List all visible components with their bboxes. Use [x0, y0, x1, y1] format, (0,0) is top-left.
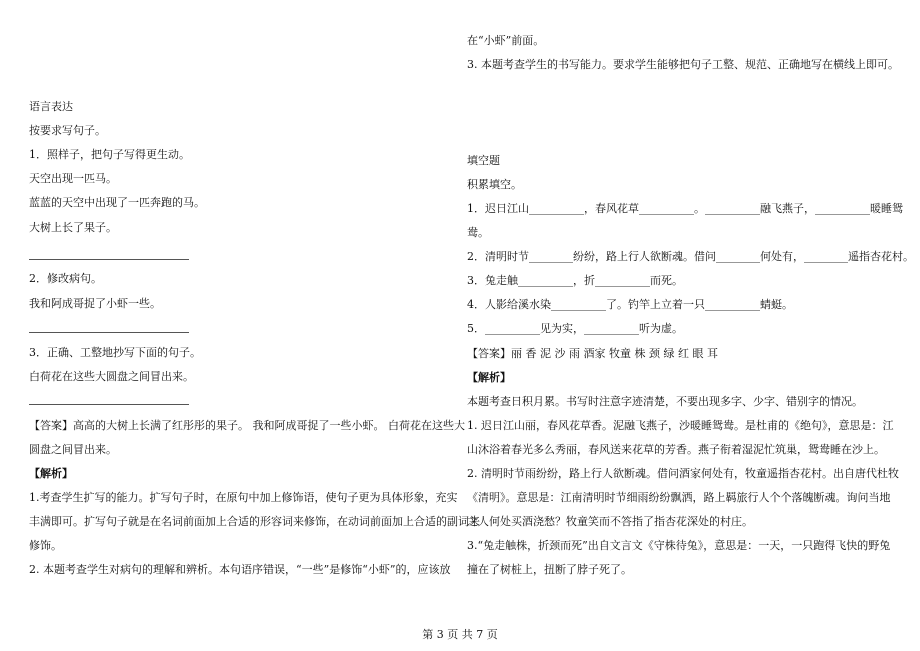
answer-line-1: 【答案】高高的大树上长满了红彤彤的果子。 我和阿成哥捉了一些小虾。 白荷花在这些大	[29, 419, 465, 432]
analysis-2-line-2: 《清明》。意思是：江南清明时节细雨纷纷飘洒，路上羁旅行人个个落魄断魂。询问当地	[467, 491, 891, 504]
instruction-fill: 积累填空。	[467, 178, 522, 191]
question-1-answer-line[interactable]	[29, 259, 189, 260]
section-title-fill: 填空题	[467, 154, 500, 167]
explanation-2-line-1: 2. 本题考查学生对病句的理解和辨析。本句语序错误，“一些”是修饰“小虾”的，应该放	[29, 563, 451, 576]
question-1-task: 大树上长了果子。	[29, 221, 117, 234]
question-2-answer-line[interactable]	[29, 332, 189, 333]
analysis-intro: 本题考查日积月累。书写时注意字迹清楚，不要出现多字、少字、错别字的情况。	[467, 395, 863, 408]
analysis-label-right: 【解析】	[467, 371, 511, 384]
fill-5: 5．__________见为实，__________听为虚。	[467, 322, 683, 335]
analysis-2-line-1: 2. 清明时节雨纷纷，路上行人欲断魂。借问酒家何处有，牧童遥指杏花村。出自唐代杜牧	[467, 467, 899, 480]
analysis-label-left: 【解析】	[29, 467, 73, 480]
question-3-title: 3．正确、工整地抄写下面的句子。	[29, 346, 201, 359]
explanation-3: 3. 本题考查学生的书写能力。要求学生能够把句子工整、规范、正确地写在横线上即可。	[467, 58, 899, 71]
fill-4: 4．人影给溪水染__________了。钓竿上立着一只__________蜻蜓。	[467, 298, 793, 311]
explanation-2-continued: 在“小虾”前面。	[467, 34, 545, 47]
analysis-3-line-1: 3.“兔走触株，折颈而死”出自文言文《守株待兔》，意思是：一天，一只跑得飞快的野兔	[467, 539, 891, 552]
explanation-1-line-1: 1.考查学生扩写的能力。扩写句子时，在原句中加上修饰语，使句子更为具体形象，充实	[29, 491, 458, 504]
answer-line-2: 圆盘之间冒出来。	[29, 443, 117, 456]
explanation-1-line-2: 丰满即可。扩写句子就是在名词前面加上合适的形容词来修饰，在动词前面加上合适的副词来	[29, 515, 480, 528]
instruction-rewrite: 按要求写句子。	[29, 124, 106, 137]
question-3-answer-line[interactable]	[29, 404, 189, 405]
analysis-1-line-1: 1. 迟日江山丽，春风花草香。泥融飞燕子，沙暖睡鸳鸯。是杜甫的《绝句》，意思是：江	[467, 419, 894, 432]
question-2-task: 我和阿成哥捉了小虾一些。	[29, 297, 161, 310]
fill-2: 2．清明时节________纷纷，路上行人欲断魂。借问________何处有，________遥指杏花村。	[467, 250, 914, 263]
analysis-3-line-2: 撞在了树桩上，扭断了脖子死了。	[467, 563, 632, 576]
question-1-title: 1．照样子，把句子写得更生动。	[29, 148, 190, 161]
question-1-example-a: 天空出现一匹马。	[29, 172, 117, 185]
section-title-language: 语言表达	[29, 100, 73, 113]
question-3-task: 白荷花在这些大圆盘之间冒出来。	[29, 370, 194, 383]
fill-1-line-1: 1．迟日江山__________，春风花草__________。__________融飞燕子，__________暖睡鸳	[467, 202, 903, 215]
analysis-1-line-2: 山沐浴着春光多么秀丽，春风送来花草的芳香。燕子衔着湿泥忙筑巢，鸳鸯睡在沙上。	[467, 443, 885, 456]
fill-answer: 【答案】丽 香 泥 沙 雨 酒家 牧童 株 颈 绿 红 眼 耳	[467, 347, 718, 360]
question-2-title: 2．修改病句。	[29, 272, 102, 285]
fill-3: 3．兔走触__________，折__________而死。	[467, 274, 683, 287]
analysis-2-line-3: 之人何处买酒浇愁？牧童笑而不答指了指杏花深处的村庄。	[467, 515, 753, 528]
page-number: 第 3 页 共 7 页	[422, 628, 498, 641]
fill-1-line-2: 鸯。	[467, 226, 489, 239]
question-1-example-b: 蓝蓝的天空中出现了一匹奔跑的马。	[29, 196, 205, 209]
explanation-1-line-3: 修饰。	[29, 539, 62, 552]
